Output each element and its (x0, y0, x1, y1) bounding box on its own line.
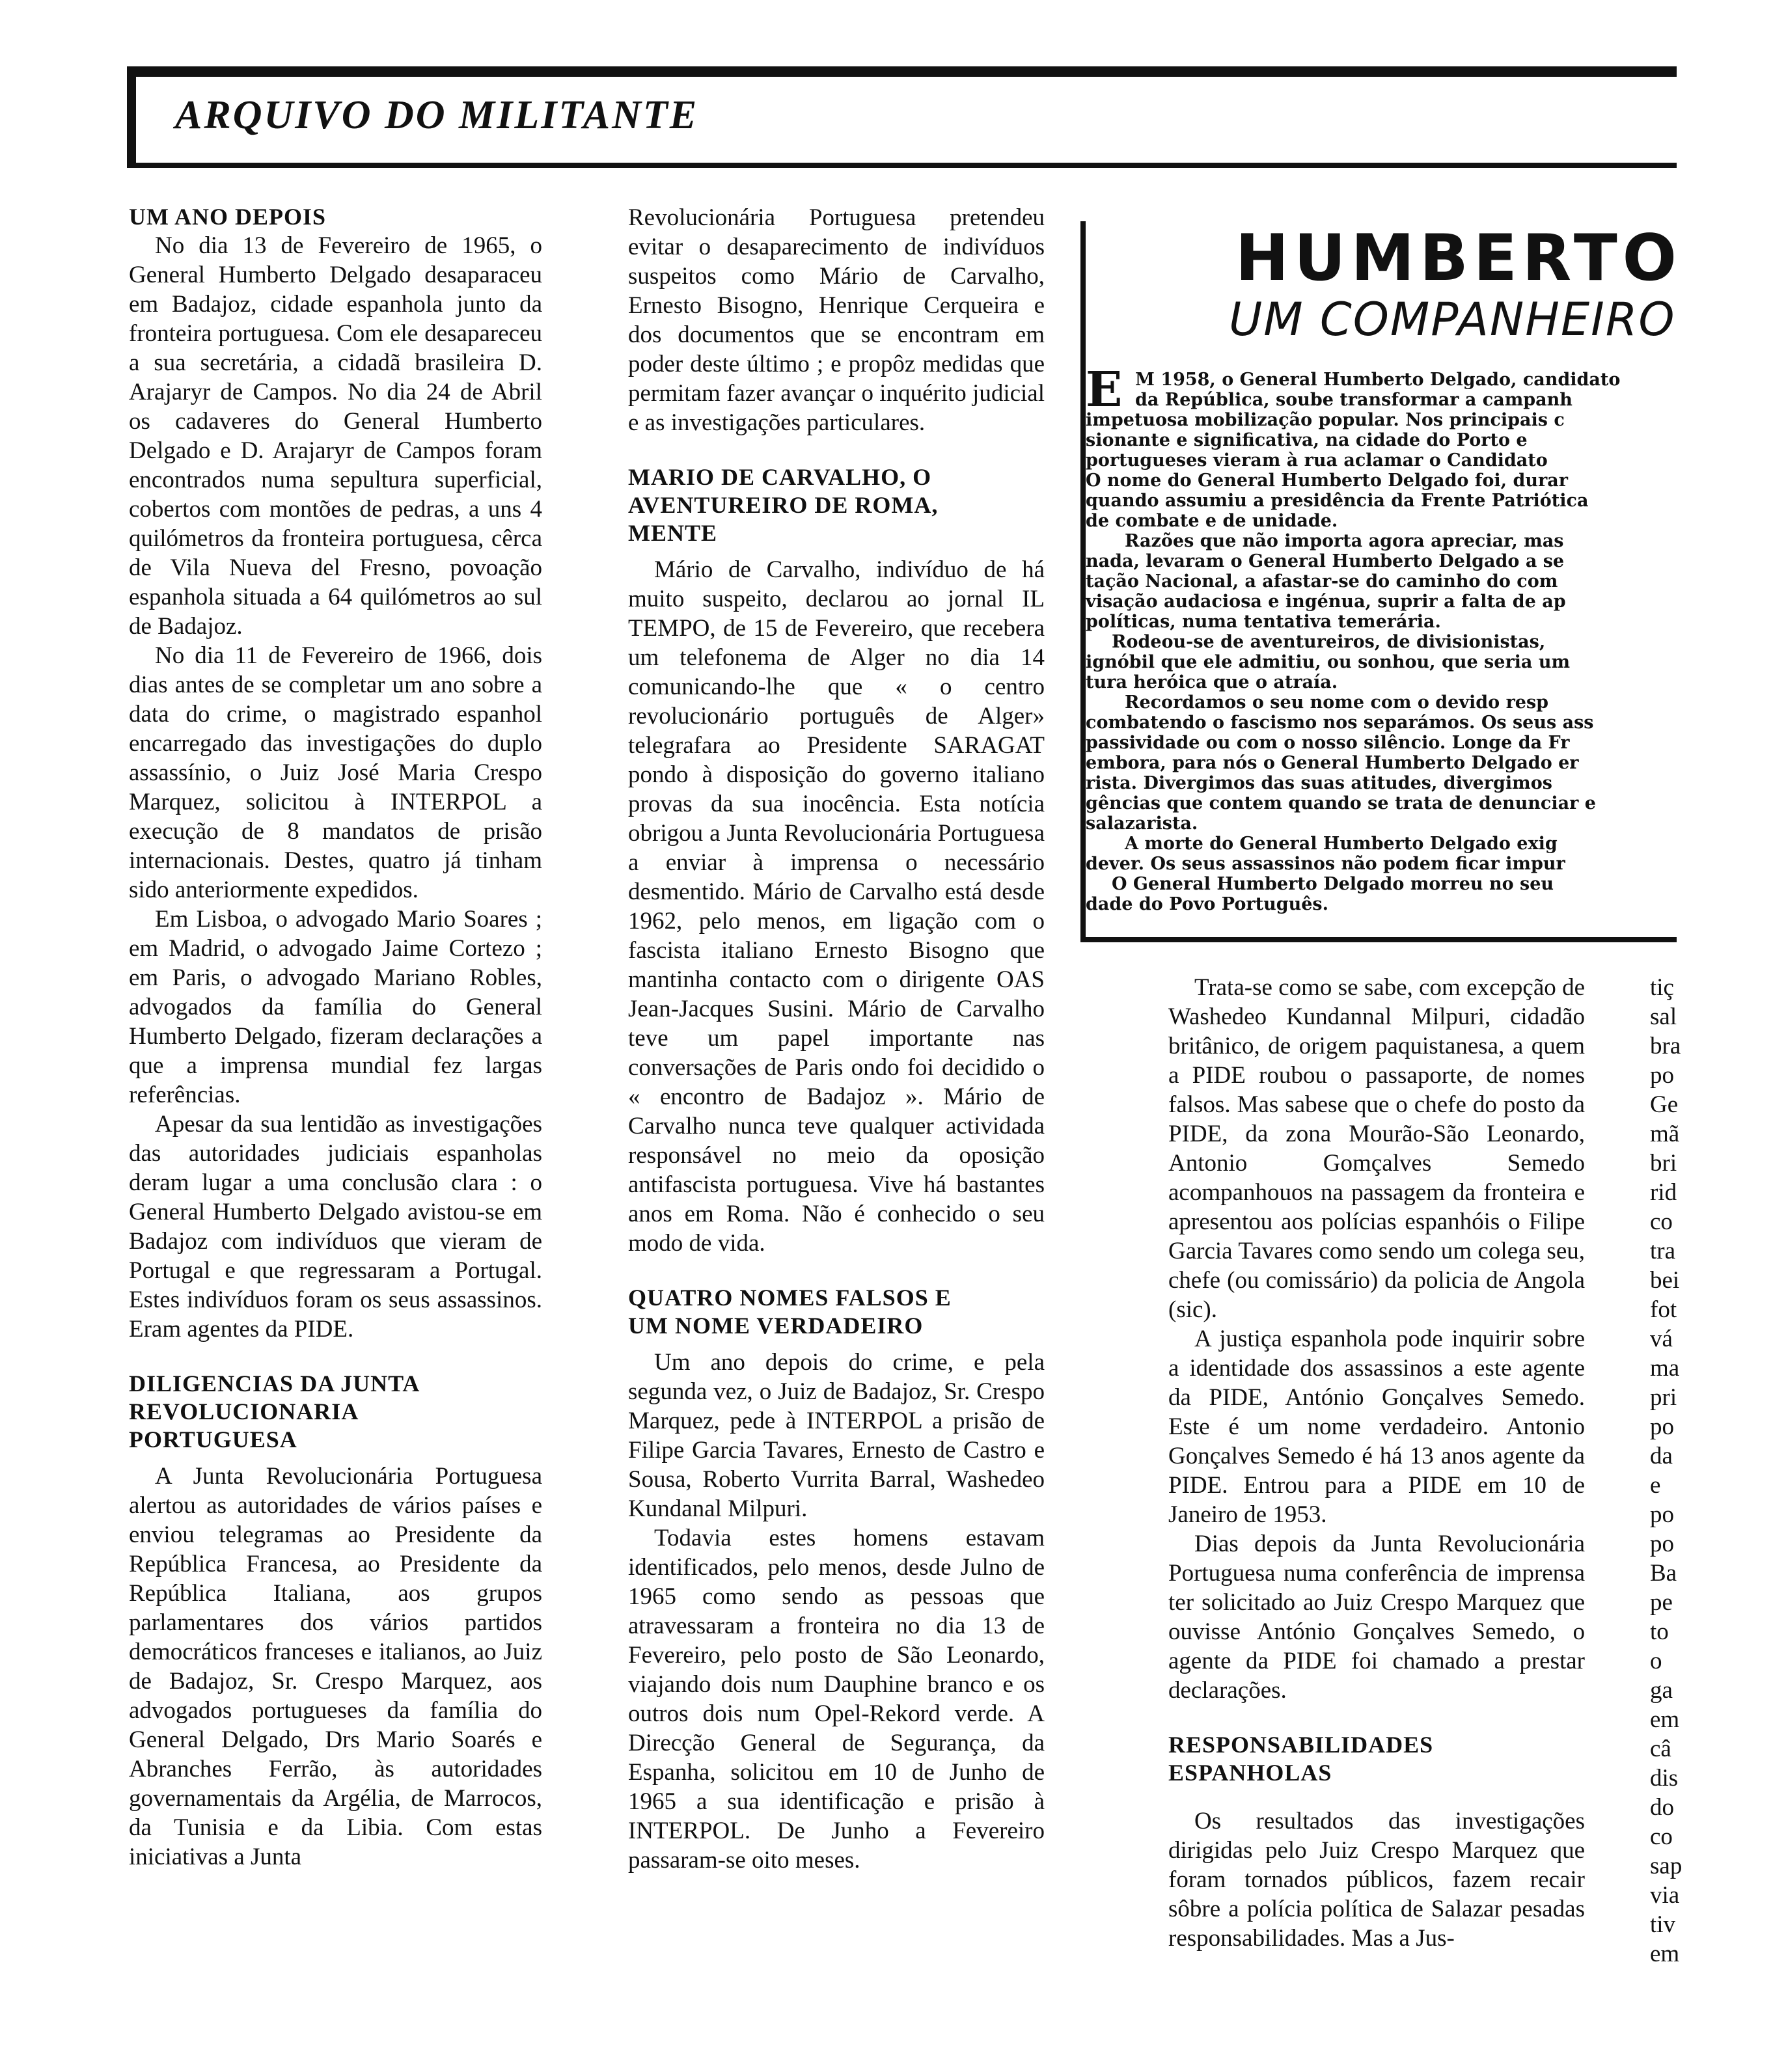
feature-line: sionante e significativa, na cidade do Porto e (1086, 430, 1528, 450)
feature-line: E M 1958, o General Humberto Delgado, candidato (1086, 362, 1621, 418)
fragment-line: ga (1650, 1677, 1673, 1704)
fragment-line: câ (1650, 1736, 1671, 1762)
section-header (127, 77, 1677, 168)
column-1 (129, 203, 542, 1872)
fragment-line: po (1650, 1062, 1674, 1089)
fragment-line: Ge (1650, 1091, 1679, 1118)
paragraph: Apesar da sua lentidão as investigações das autoridades judiciais espanholas deram lugar a uma conclusão clara : o General Humberto Delgado avistou-se em Badajoz com indivíduos que vieram de Portugal e que regressaram a Portugal. Estes indivíduos foram os seus assassinos. Eram agentes da PIDE. (129, 1111, 542, 1343)
feature-line: tura heróica que o atraía. (1086, 672, 1338, 692)
paragraph: Todavia estes homens estavam identificados, pelo menos, desde Julno de 1965 como sendo as pessoas que atravessaram a fronteira no dia 13 de Fevereiro, pelo posto de São Leonardo, viajando dois num Dauphine branco e os outros dois num Opel-Rekord verde. A Direcção General de Segurança, da Espanha, solicitou em 10 de Junho de 1965 a sua identificação e prisão à INTERPOL. De Junho a Fevereiro passaram-se oito meses. (628, 1525, 1045, 1874)
fragment-line: ma (1650, 1355, 1680, 1382)
feature-line: visação audaciosa e ingénua, suprir a falta de ap (1086, 592, 1566, 612)
paragraph: Trata-se como se sabe, com excepção de Washedeo Kundannal Milpuri, cidadão britânico, de origem paquistanesa, a quem a PIDE roubou o passaporte, de nomes falsos. Mas sabese que o chefe do posto da PIDE, da zona Mourão-São Leonardo, Antonio Gomçalves Semedo acompanhouos na passagem da fronteira e apresentou aos polícias espanhóis o Filipe Garcia Tavares como sendo um colega seu, chefe (ou comissário) da policia de Angola (sic). (1168, 974, 1585, 1323)
feature-line: dever. Os seus assassinos não podem ficar impur (1086, 854, 1565, 874)
fragment-line: e (1650, 1472, 1661, 1499)
feature-line: passividade ou com o nosso silêncio. Longe da Fr (1086, 733, 1570, 753)
feature-line: políticas, numa tentativa temerária. (1086, 612, 1441, 632)
fragment-line: pe (1650, 1589, 1673, 1616)
feature-line: dade do Povo Português. (1086, 894, 1329, 914)
paragraph: No dia 13 de Fevereiro de 1965, o General Humberto Delgado desaparaceu em Badajoz, cidade espanhola junto da fronteira portuguesa. Com ele desapareceu a sua secretária, a cidadã brasileira D. Arajaryr de Campos. No dia 24 de Abril os cadaveres do General Humberto Delgado e D. Arajaryr de Campos foram encontrados numa sepultura superficial, cobertos com montões de pedras, a uns 4 quilómetros da fronteira portuguesa, cêrca de Vila Nueva del Fresno, povoação espanhola situada a 64 quilómetros ao sul de Badajoz. (129, 232, 542, 640)
feature-line: portugueses vieram à rua aclamar o Candidato (1086, 450, 1548, 470)
feature-line: gências que contem quando se trata de denunciar e (1086, 793, 1596, 813)
feature-box (1080, 221, 1682, 942)
fragment-line: po (1650, 1501, 1674, 1528)
feature-subtitle: UM COMPANHEIRO (1229, 293, 1676, 346)
fragment-line: bra (1650, 1033, 1681, 1059)
fragment-line: dis (1650, 1765, 1679, 1792)
feature-line: tação Nacional, a afastar-se do caminho do com (1086, 571, 1558, 592)
fragment-line: sap (1650, 1853, 1683, 1879)
fragment-line: em (1650, 1706, 1680, 1733)
paragraph: Em Lisboa, o advogado Mario Soares ; em Madrid, o advogado Jaime Cortezo ; em Paris, o advogado Mariano Robles, advogados da família do General Humberto Delgado, fizeram declarações a que a imprensa mundial fez largas referências. (129, 906, 542, 1108)
fragment-line: da (1650, 1443, 1673, 1469)
paragraph: A justiça espanhola pode inquirir sobre a identidade dos assassinos a este agente da PIDE, António Gonçalves Semedo. Este é um nome verdadeiro. Antonio Gonçalves Semedo é há 13 anos agente da PIDE. Entrou para a PIDE em 10 de Janeiro de 1953. (1168, 1326, 1585, 1528)
feature-line: impetuosa mobilização popular. Nos principais c (1086, 410, 1565, 430)
feature-line: O nome do General Humberto Delgado foi, durar (1086, 470, 1568, 491)
fragment-line: po (1650, 1413, 1674, 1440)
column-2 (628, 203, 1045, 1875)
fragment-line: pri (1650, 1384, 1677, 1411)
fragment-line: mã (1650, 1121, 1680, 1147)
fragment-line: em (1650, 1941, 1680, 1967)
fragment-line: tiç (1650, 974, 1674, 1001)
feature-line: Razões que não importa agora apreciar, mas (1125, 531, 1564, 551)
heading-mario-de-carvalho: MARIO DE CARVALHO, O AVENTUREIRO DE ROMA, MENTE (628, 464, 939, 546)
heading-diligencias: DILIGENCIAS DA JUNTA REVOLUCIONARIA PORTUGUESA (129, 1370, 419, 1452)
fragment-line: bri (1650, 1150, 1677, 1177)
fragment-line: o (1650, 1648, 1662, 1674)
fragment-line: Ba (1650, 1560, 1677, 1587)
feature-line: O General Humberto Delgado morreu no seu (1112, 874, 1554, 894)
feature-line: combatendo o fascismo nos separámos. Os seus ass (1086, 713, 1594, 733)
fragment-line: co (1650, 1823, 1673, 1850)
feature-line: A morte do General Humberto Delgado exig (1125, 834, 1558, 854)
top-rule (127, 66, 1677, 77)
feature-body (1086, 362, 1786, 914)
heading-quatro-nomes-falsos: QUATRO NOMES FALSOS E UM NOME VERDADEIRO (628, 1285, 952, 1339)
fragment-line: via (1650, 1882, 1680, 1909)
paragraph: Mário de Carvalho, indivíduo de há muito suspeito, declarou ao jornal IL TEMPO, de 15 de Fevereiro, que recebera um telefonema de Alger no dia 14 comunicando-lhe que « o centro revolucionário português de Alger» telegrafara ao Presidente SARAGAT pondo à disposição do governo italiano provas da sua inocência. Esta notícia obrigou a Junta Revolucionária Portuguesa a enviar à imprensa o necessário desmentido. Mário de Carvalho está desde 1962, pelo menos, em ligação com o fascista italiano Ernesto Bisogno que mantinha contacto com o dirigente OAS Jean-Jacques Susini. Mário de Carvalho teve um papel importante nas conversações de Paris ondo foi decidido o « encontro de Badajoz ». Mário de Carvalho nunca teve qualquer actividada responsável no meio da oposição antifascista portuguesa. Vive há bastantes anos em Roma. Não é conhecido o seu modo de vida. (628, 556, 1045, 1257)
paragraph: Um ano depois do crime, e pela segunda vez, o Juiz de Badajoz, Sr. Crespo Marquez, pede à INTERPOL a prisão de Filipe Garcia Tavares, Ernesto de Castro e Sousa, Roberto Vurrita Barral, Washedeo Kundanal Milpuri. (628, 1349, 1045, 1522)
fragment-line: rid (1650, 1179, 1677, 1206)
fragment-line: vá (1650, 1326, 1673, 1352)
fragment-line: po (1650, 1531, 1674, 1557)
feature-line: embora, para nós o General Humberto Delgado er (1086, 753, 1579, 773)
paragraph: Os resultados das investigações dirigidas pelo Juiz Crespo Marquez que foram tornados públicos, fazem recair sôbre a polícia política de Salazar pesadas responsabilidades. Mas a Jus- (1168, 1808, 1585, 1952)
feature-line: nada, levaram o General Humberto Delgado a se (1086, 551, 1565, 571)
feature-line: rista. Divergimos das suas atitudes, divergimos (1086, 773, 1552, 793)
feature-title: HUMBERTO (1235, 221, 1682, 295)
paragraph: Dias depois da Junta Revolucionária Portuguesa numa conferência de imprensa ter solicitado ao Juiz Crespo Marquez que ouvisse António Gonçalves Semedo, o agente da PIDE foi chamado a prestar declarações. (1168, 1531, 1585, 1704)
fragment-line: fot (1650, 1296, 1677, 1323)
feature-line: quando assumiu a presidência da Frente Patriótica (1086, 491, 1589, 511)
fragment-line: sal (1650, 1003, 1677, 1030)
fragment-line: bei (1650, 1267, 1680, 1294)
fragment-line: tiv (1650, 1911, 1676, 1938)
column-4-fragment (1650, 973, 1683, 1969)
feature-line: ignóbil que ele admitiu, ou sonhou, que seria um (1086, 652, 1571, 672)
fragment-line: tra (1650, 1238, 1676, 1264)
feature-line: Rodeou-se de aventureiros, de divisionistas, (1112, 632, 1546, 652)
feature-line: Recordamos o seu nome com o devido resp (1125, 692, 1549, 713)
feature-line: de combate e de unidade. (1086, 511, 1338, 531)
paragraph: Revolucionária Portuguesa pretendeu evitar o desaparecimento de indivíduos suspeitos como Mário de Carvalho, Ernesto Bisogno, Henrique Cerqueira e dos documentos que se encontram em poder deste último ; e propôz medidas que permitam fazer avançar o inquérito judicial e as investigações particulares. (628, 204, 1045, 436)
heading-um-ano-depois: UM ANO DEPOIS (129, 204, 327, 230)
feature-clip (1080, 195, 1682, 950)
drop-cap: E (1086, 362, 1123, 418)
fragment-line: to (1650, 1618, 1669, 1645)
feature-line: salazarista. (1086, 813, 1198, 834)
heading-responsabilidades: RESPONSABILIDADES ESPANHOLAS (1168, 1732, 1434, 1786)
feature-line: da República, soube transformar a campanh (1135, 390, 1573, 410)
paragraph: No dia 11 de Fevereiro de 1966, dois dias antes de se completar um ano sobre a data do crime, o magistrado espanhol encarregado das investigações do duplo assassínio, o Juiz José Maria Crespo Marquez, solicitou à INTERPOL a execução de 8 mandatos de prisão internacionais. Destes, quatro já tinham sido anteriormente expedidos. (129, 642, 542, 903)
fragment-line: co (1650, 1208, 1673, 1235)
column-3 (1168, 973, 1585, 1953)
fragment-line: do (1650, 1794, 1674, 1821)
paragraph: A Junta Revolucionária Portuguesa alertou as autoridades de vários países e enviou telegramas ao Presidente da República Francesa, ao Presidente da República Italiana, aos grupos parlamentares dos vários partidos democráticos franceses e italianos, ao Juiz de Badajoz, Sr. Crespo Marquez, aos advogados portugueses da família do General Delgado, Drs Mario Soarés e Abranches Ferrão, às autoridades governamentais da Argélia, de Marrocos, da Tunisia e da Libia. Com estas iniciativas a Junta (129, 1463, 542, 1870)
section-title: ARQUIVO DO MILITANTE (175, 93, 699, 137)
